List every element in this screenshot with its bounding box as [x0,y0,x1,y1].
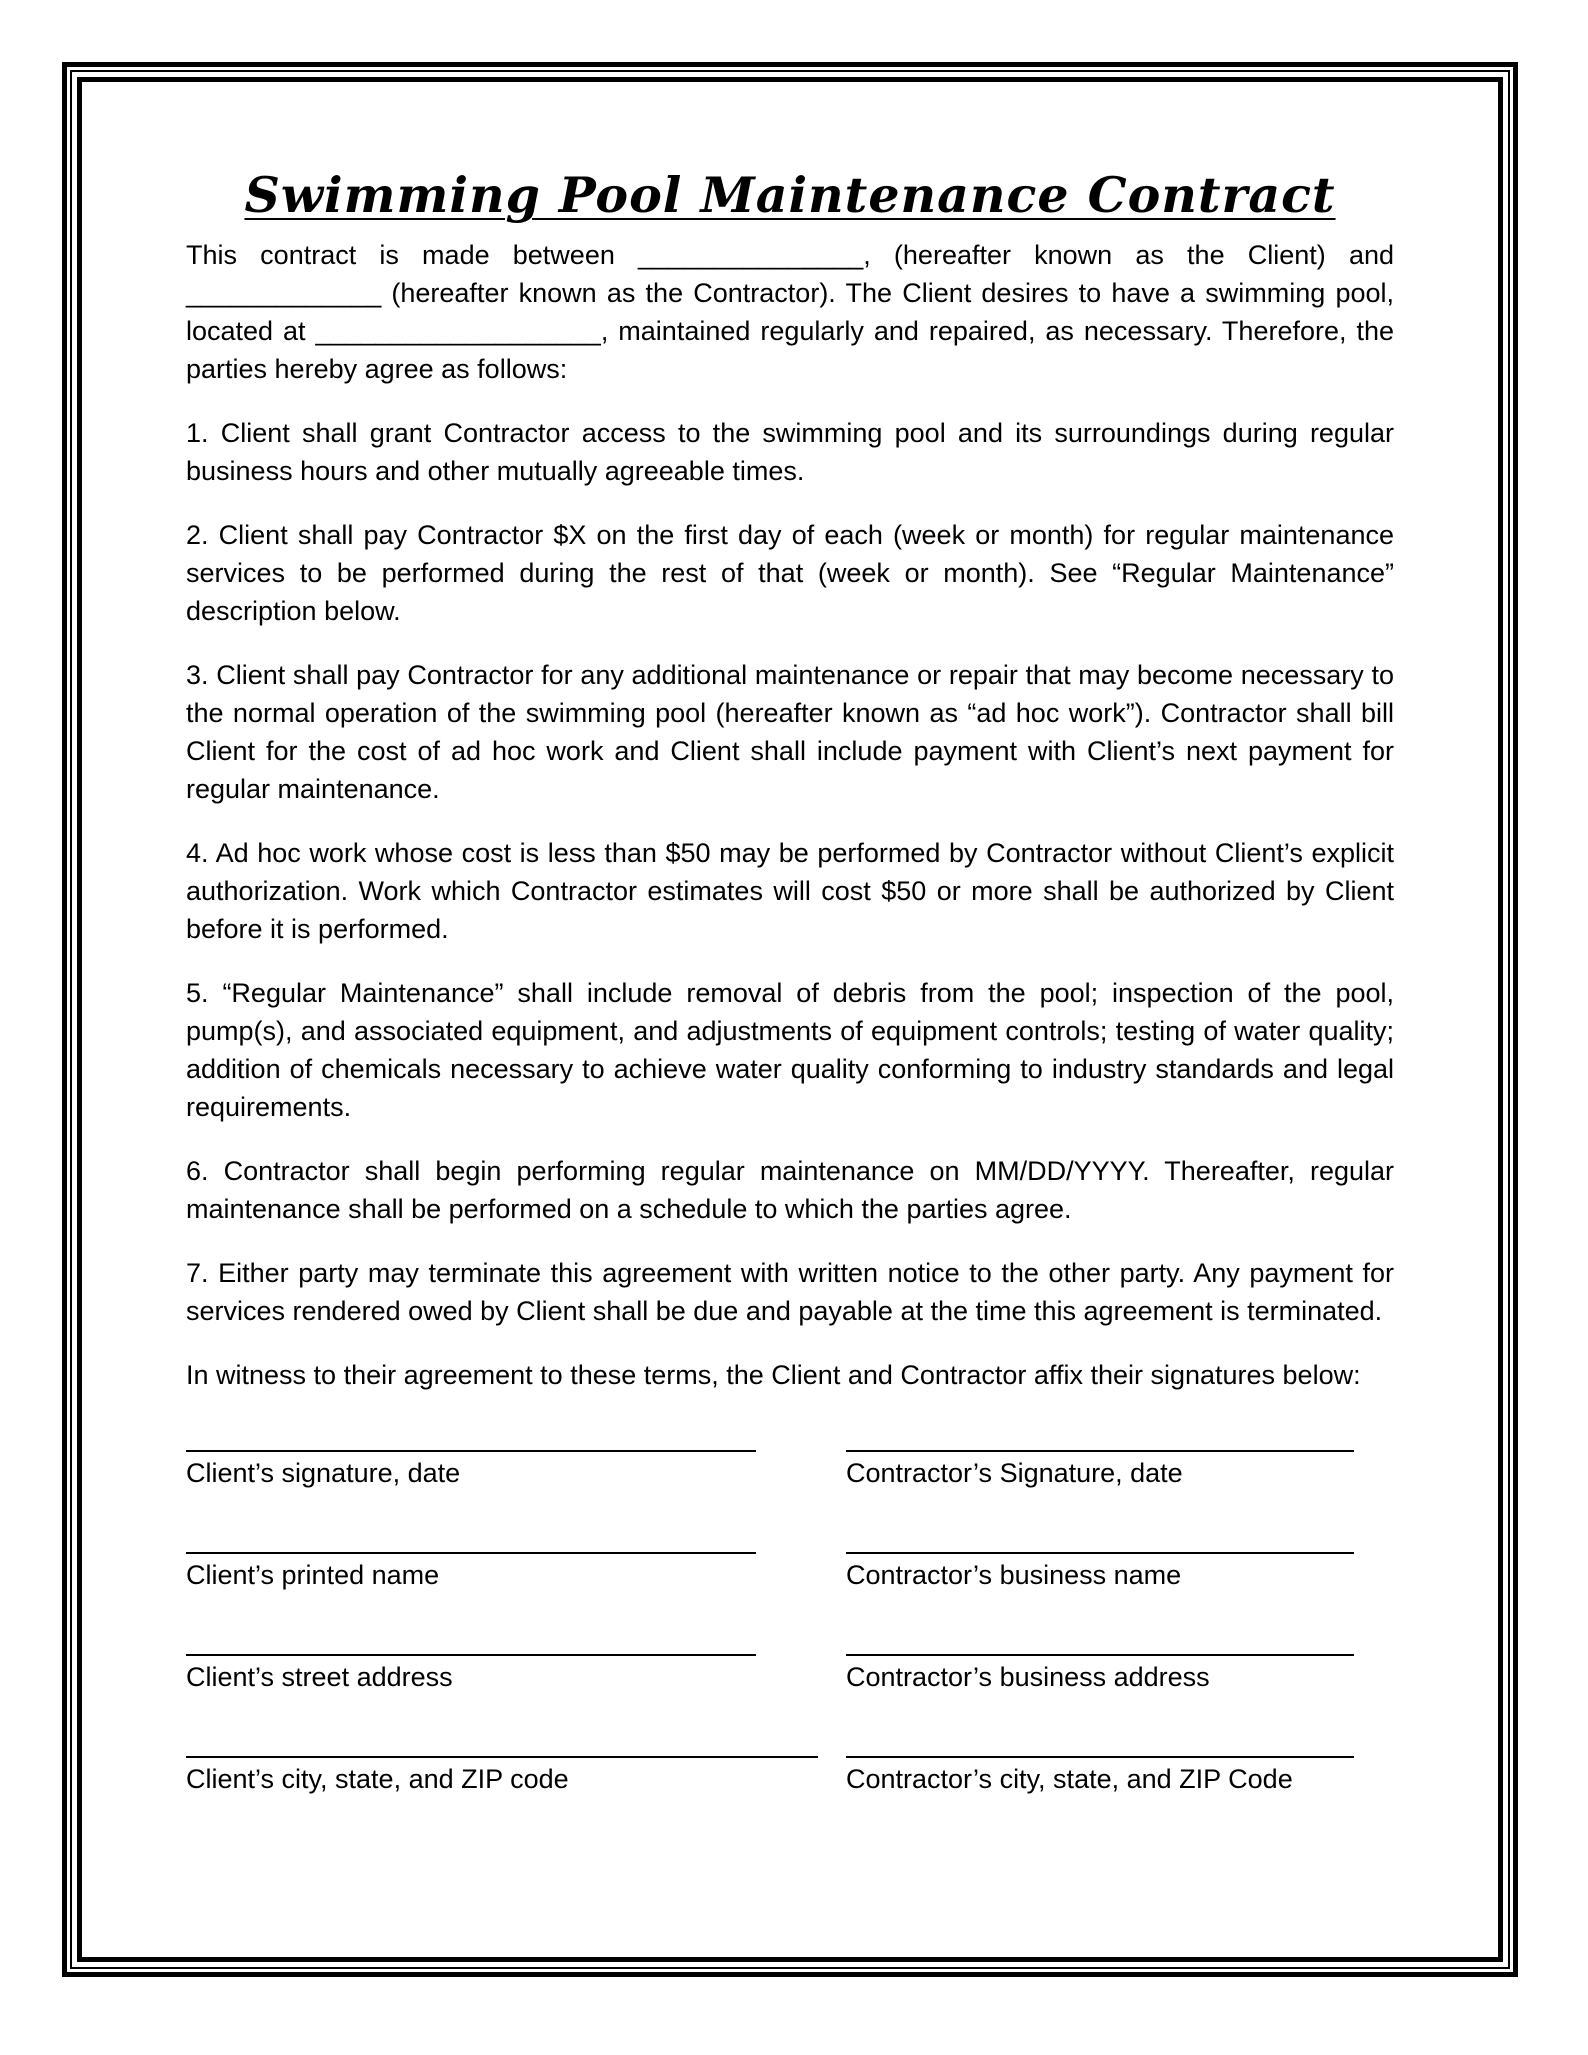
signature-row [186,1628,1394,1730]
witness-paragraph: In witness to their agreement to these terms, the Client and Contractor affix their signatures below: [186,1360,1361,1390]
contractor-business-name-field [846,1526,1394,1628]
clause-2: 2. Client shall pay Contractor $X on the first day of each (week or month) for regular maintenance services to be performed during the rest of that (week or month). See “Regular Maintenance” description below. [186,520,1394,626]
clause-4: 4. Ad hoc work whose cost is less than $50 may be performed by Contractor without Client’s explicit authorization. Work which Contractor estimates will cost $50 or more shall be authorized by Client before it is performed. [186,838,1394,944]
contractor-city-state-zip-field [846,1730,1394,1832]
client-printed-name-label: Client’s printed name [186,1560,440,1590]
clause-7: 7. Either party may terminate this agreement with written notice to the other party. Any payment for services rendered owed by Client shall be due and payable at the time this agreement is terminated. [186,1258,1394,1326]
contractor-signature-field [846,1424,1394,1526]
signature-row [186,1526,1394,1628]
signature-row [186,1730,1394,1832]
intro-paragraph: This contract is made between _______________, (hereafter known as the Client) and _____________ (hereafter known as the Contractor). The Client desires to have a swimming pool, located at ___________________, maintained regularly and repaired, as necessary. Therefore, the parties hereby agree as follows: [186,240,1394,384]
client-printed-name-line[interactable] [186,1526,756,1554]
signature-row [186,1424,1394,1526]
clause-1: 1. Client shall grant Contractor access to the swimming pool and its surroundings during regular business hours and other mutually agreeable times. [186,418,1394,486]
client-signature-field [186,1424,846,1526]
document-body [186,160,1394,1832]
contractor-business-address-label: Contractor’s business address [846,1662,1210,1692]
contractor-business-address-line[interactable] [846,1628,1354,1656]
contractor-signature-label: Contractor’s Signature, date [846,1458,1183,1488]
signature-block [186,1424,1394,1832]
contractor-city-state-zip-label: Contractor’s city, state, and ZIP Code [846,1764,1293,1794]
client-street-address-line[interactable] [186,1628,756,1656]
client-city-state-zip-field [186,1730,846,1832]
client-city-state-zip-line[interactable] [186,1730,818,1758]
clause-3: 3. Client shall pay Contractor for any additional maintenance or repair that may become necessary to the normal operation of the swimming pool (hereafter known as “ad hoc work”). Contractor shall bill Client for the cost of ad hoc work and Client shall include payment with Client’s next payment for regular maintenance. [186,660,1394,804]
contractor-signature-line[interactable] [846,1424,1354,1452]
contractor-business-name-line[interactable] [846,1526,1354,1554]
client-signature-line[interactable] [186,1424,756,1452]
clause-6: 6. Contractor shall begin performing regular maintenance on MM/DD/YYYY. Thereafter, regular maintenance shall be performed on a schedule to which the parties agree. [186,1156,1394,1224]
contractor-business-name-label: Contractor’s business name [846,1560,1182,1590]
client-signature-label: Client’s signature, date [186,1458,461,1488]
contractor-business-address-field [846,1628,1394,1730]
client-city-state-zip-label: Client’s city, state, and ZIP code [186,1764,569,1794]
document-title: Swimming Pool Maintenance Contract [244,166,1336,224]
contractor-city-state-zip-line[interactable] [846,1730,1354,1758]
client-street-address-label: Client’s street address [186,1662,453,1692]
client-printed-name-field [186,1526,846,1628]
client-street-address-field [186,1628,846,1730]
clause-5: 5. “Regular Maintenance” shall include removal of debris from the pool; inspection of the pool, pump(s), and associated equipment, and adjustments of equipment controls; testing of water quality; addition of chemicals necessary to achieve water quality conforming to industry standards and legal requirements. [186,978,1394,1122]
